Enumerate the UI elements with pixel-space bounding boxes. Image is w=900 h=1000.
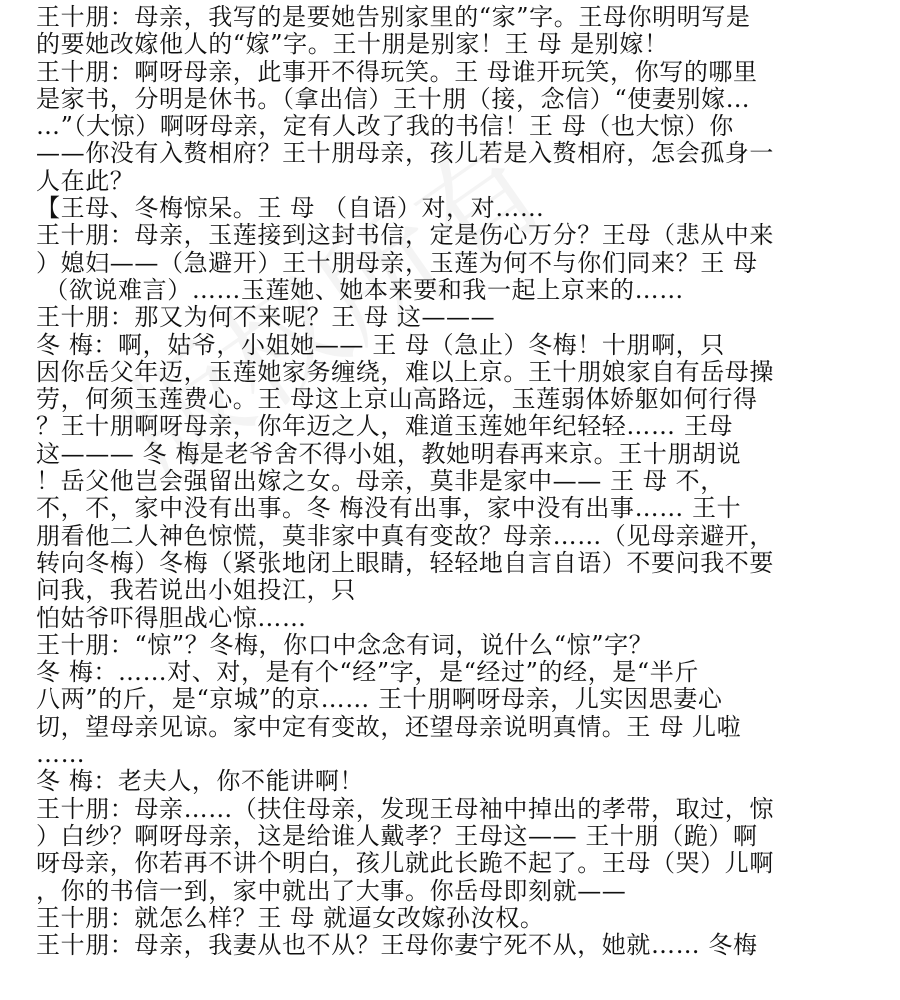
text-line: ）白纱？啊呀母亲，这是给谁人戴孝？王母这—— 王十朋（跪）啊 bbox=[36, 821, 758, 850]
text-line: 问我，我若说出小姐投江，只 bbox=[36, 576, 356, 605]
text-line: 王十朋：那又为何不来呢？王 母 这——— bbox=[36, 303, 496, 332]
text-line: 怕姑爷吓得胆战心惊…… bbox=[36, 603, 307, 632]
text-line: 朋看他二人神色惊慌，莫非家中真有变故？母亲……（见母亲避开， bbox=[36, 521, 774, 550]
text-line: 王十朋：母亲……（扶住母亲，发现王母袖中掉出的孝带，取过，惊 bbox=[36, 794, 774, 823]
text-line: 人在此？ bbox=[36, 166, 135, 195]
text-line: 【王母、冬梅惊呆。王 母 （自语）对，对…… bbox=[36, 194, 545, 223]
text-line: 是家书，分明是休书。（拿出信）王十朋（接，念信）“使妻别嫁… bbox=[36, 84, 751, 113]
text-line: 不，不，家中没有出事。冬 梅没有出事，家中没有出事…… 王十 bbox=[36, 494, 742, 523]
text-line: 冬 梅：啊，姑爷，小姐她—— 王 母（急止）冬梅！十朋啊，只 bbox=[36, 330, 725, 359]
text-line: ）媳妇——（急避开）王十朋母亲，玉莲为何不与你们同来？王 母 bbox=[36, 248, 758, 277]
script-text-body bbox=[36, 4, 896, 959]
text-line: 冬 梅：……对、对，是有个“经”字，是“经过”的经，是“半斤 bbox=[36, 658, 699, 687]
text-line: 王十朋：母亲，玉莲接到这封书信，定是伤心万分？王母（悲从中来 bbox=[36, 221, 774, 250]
text-line: 八两”的斤，是“京城”的京…… 王十朋啊呀母亲，儿实因思妻心 bbox=[36, 685, 723, 714]
text-line: …”（大惊）啊呀母亲，定有人改了我的书信！王 母（也大惊）你 bbox=[36, 112, 734, 141]
text-line: 呀母亲，你若再不讲个明白，孩儿就此长跪不起了。王母（哭）儿啊 bbox=[36, 849, 774, 878]
text-line: 王十朋：“惊”？冬梅，你口中念念有词，说什么“惊”字？ bbox=[36, 630, 654, 659]
text-line: 的要她改嫁他人的“嫁”字。王十朋是别家！王 母 是别嫁！ bbox=[36, 30, 669, 59]
text-line: 因你岳父年迈，玉莲她家务缠绕，难以上京。王十朋娘家自有岳母操 bbox=[36, 357, 774, 386]
text-line: 王十朋：母亲，我妻从也不从？王母你妻宁死不从，她就…… 冬梅 bbox=[36, 931, 758, 960]
text-line: 王十朋：母亲，我写的是要她告别家里的“家”字。王母你明明写是 bbox=[36, 3, 751, 31]
text-line: （欲说难言）……玉莲她、她本来要和我一起上京来的…… bbox=[36, 275, 684, 304]
text-line: ？王十朋啊呀母亲，你年迈之人，难道玉莲她年纪轻轻…… 王母 bbox=[36, 412, 734, 441]
text-line: 劳，何须玉莲费心。王 母这上京山高路远，玉莲弱体娇躯如何行得 bbox=[36, 385, 758, 414]
text-line: 切，望母亲见谅。家中定有变故，还望母亲说明真情。王 母 儿啦 bbox=[36, 712, 742, 741]
text-line: ，你的书信一到，家中就出了大事。你岳母即刻就—— bbox=[36, 876, 627, 905]
text-line: 王十朋：就怎么样？王 母 就逼女改嫁孙汝权。 bbox=[36, 903, 545, 932]
text-line: ——你没有入赘相府？王十朋母亲，孩儿若是入赘相府，怎会孤身一 bbox=[36, 139, 774, 168]
text-line: …… bbox=[36, 740, 86, 769]
text-line: 转向冬梅）冬梅（紧张地闭上眼睛，轻轻地自言自语）不要问我不要 bbox=[36, 548, 774, 577]
text-line: 冬 梅：老夫人，你不能讲啊！ bbox=[36, 767, 365, 796]
text-line: 王十朋：啊呀母亲，此事开不得玩笑。王 母谁开玩笑，你写的哪里 bbox=[36, 57, 758, 86]
text-line: 这——— 冬 梅是老爷舍不得小姐，教她明春再来京。王十朋胡说 bbox=[36, 439, 742, 468]
text-line: ！岳父他岂会强留出嫁之女。母亲，莫非是家中—— 王 母 不， bbox=[36, 467, 725, 496]
